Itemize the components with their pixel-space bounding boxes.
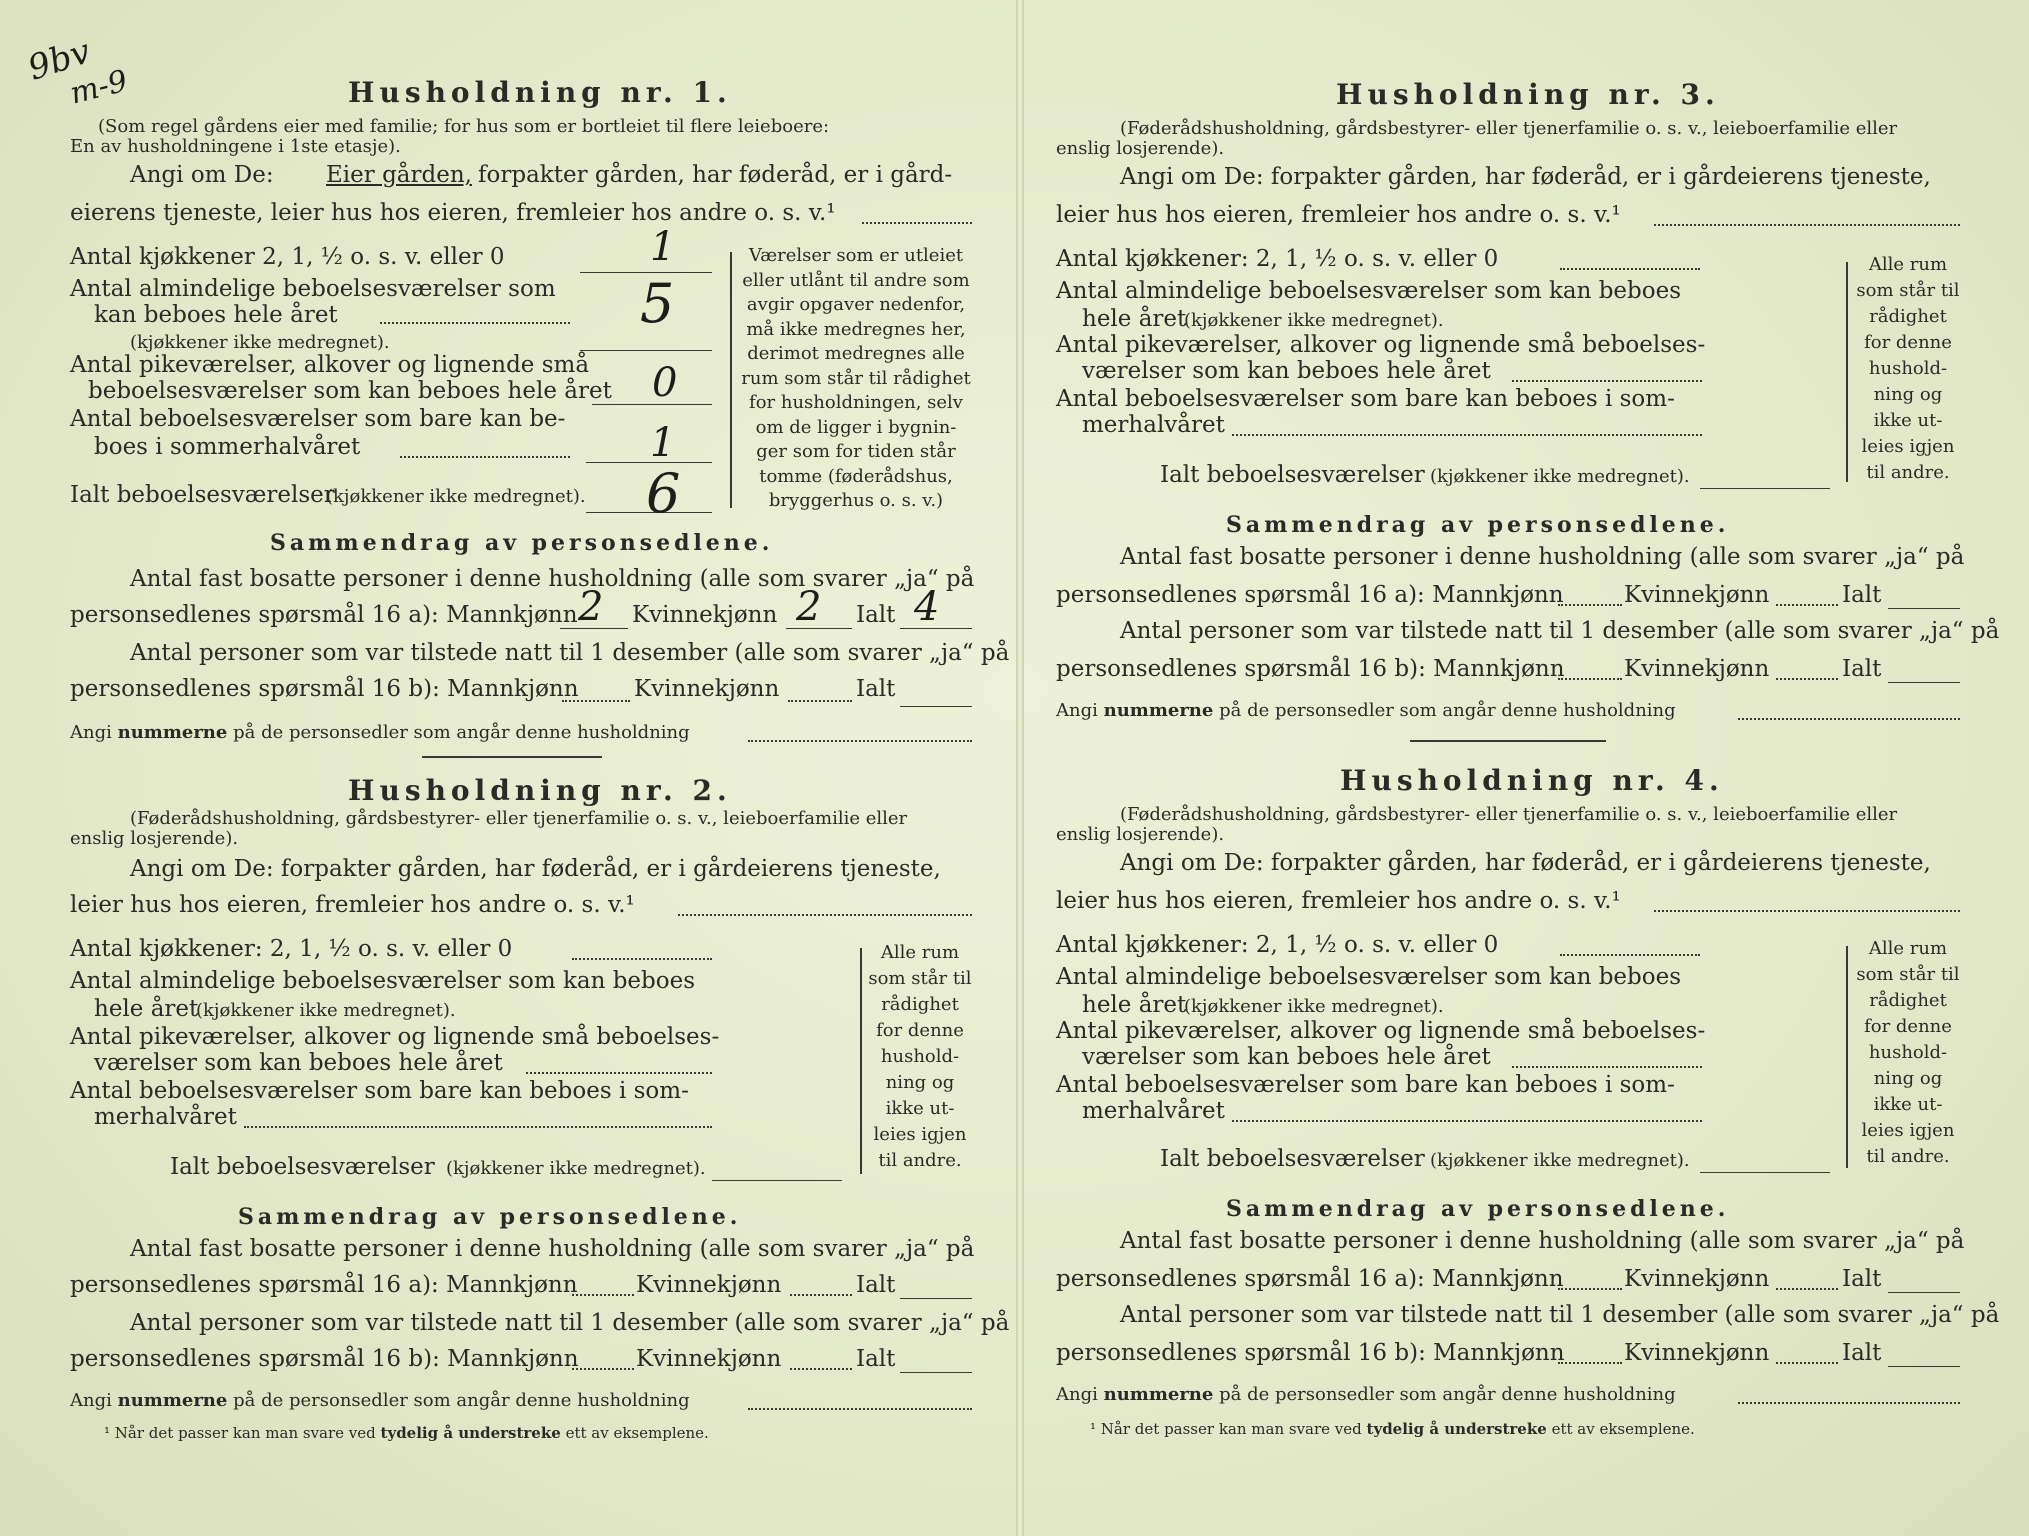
h1-fast-kv-label: Kvinnekjønn xyxy=(632,602,778,628)
h3-nummer-label: Angi nummerne på de personsedler som angår denne husholdning xyxy=(1056,700,1676,721)
corner-pencil-note: 9bv xyxy=(23,31,96,89)
h4-fast-m-line xyxy=(1558,1288,1622,1290)
h4-total-note: (kjøkkener ikke medregnet). xyxy=(1430,1150,1690,1171)
h2-fast-ialt-label: Ialt xyxy=(856,1272,896,1298)
h1-fast-m-value: 2 xyxy=(578,584,604,630)
h4-summer-dots xyxy=(1232,1120,1702,1122)
h3-summer-dots xyxy=(1232,434,1702,436)
h3-fast-ialt-label: Ialt xyxy=(1842,582,1882,608)
h2-angi-text: Angi om De: forpakter gården, har føderåd, er i gårdeierens tjeneste, xyxy=(130,856,941,882)
h4-angi-line xyxy=(1654,910,1960,912)
h1-side-note-line: ger som for tiden står xyxy=(756,441,956,462)
h4-side-note-line: til andre. xyxy=(1866,1146,1950,1167)
h1-side-note-line: om de ligger i bygnin- xyxy=(755,416,957,438)
h1-nummer-label: Angi nummerne på de personsedler som angår denne husholdning xyxy=(70,722,690,743)
h3-side-note-line: som står til xyxy=(1856,280,1960,301)
h2-side-note-line: Alle rum xyxy=(880,942,960,963)
h1-fast-text-2: personsedlenes spørsmål 16 a): Mannkjønn xyxy=(70,602,578,628)
h3-kitchens-label: Antal kjøkkener: 2, 1, ½ o. s. v. eller 0 xyxy=(1056,246,1499,272)
h2-tilstede-m-line xyxy=(572,1368,634,1370)
h3-side-note-line: leies igjen xyxy=(1861,436,1955,457)
h1-rooms-label-2: kan beboes hele året xyxy=(94,302,338,328)
h2-total-label: Ialt beboelsesværelser xyxy=(170,1154,435,1180)
household-2-title: Husholdning nr. 2. xyxy=(348,774,732,807)
h1-side-note-line: avgir opgaver nedenfor, xyxy=(746,294,966,315)
h3-angi-line xyxy=(1654,224,1960,226)
h3-separator xyxy=(1410,740,1606,742)
h2-tilstede-text-2: personsedlenes spørsmål 16 b): Mannkjønn xyxy=(70,1346,579,1372)
h2-fast-ialt-line xyxy=(900,1298,972,1299)
h1-summer-label: Antal beboelsesværelser som bare kan be- xyxy=(70,406,566,432)
h1-side-note-line: tomme (føderådshus, xyxy=(759,465,953,487)
h4-side-note-line: ning og xyxy=(1873,1068,1943,1089)
h3-summer-label: Antal beboelsesværelser som bare kan beboes i som- xyxy=(1056,386,1675,412)
h1-rooms-label: Antal almindelige beboelsesværelser som xyxy=(70,276,556,302)
h3-tilstede-kv-line xyxy=(1776,678,1838,680)
h4-tilstede-text: Antal personer som var tilstede natt til 1 desember (alle som svarer „ja“ på xyxy=(1120,1302,2000,1328)
h4-tilstede-kv-label: Kvinnekjønn xyxy=(1624,1340,1770,1366)
h4-tilstede-text-2: personsedlenes spørsmål 16 b): Mannkjønn xyxy=(1056,1340,1565,1366)
h1-tilstede-ialt-line xyxy=(900,706,972,707)
h4-side-note-line: hushold- xyxy=(1868,1042,1948,1063)
h3-fast-m-line xyxy=(1558,604,1622,606)
household-3-note: (Føderådshusholdning, gårdsbestyrer- eller tjenerfamilie o. s. v., leieboerfamilie eller xyxy=(1120,118,1898,139)
h4-kitchens-dots xyxy=(1560,954,1700,956)
h1-side-note xyxy=(736,244,976,514)
h1-side-note-line: bryggerhus o. s. v.) xyxy=(768,490,944,511)
h3-side-note xyxy=(1848,252,1968,486)
h1-rooms-line xyxy=(580,350,712,351)
h3-fast-ialt-line xyxy=(1888,608,1960,609)
h4-summer-label: Antal beboelsesværelser som bare kan beboes i som- xyxy=(1056,1072,1675,1098)
h3-tilstede-ialt-line xyxy=(1888,682,1960,683)
h2-tilstede-ialt-line xyxy=(900,1372,972,1373)
h1-small-label-2: beboelsesværelser som kan beboes hele året xyxy=(88,378,612,404)
household-4-title: Husholdning nr. 4. xyxy=(1340,764,1724,797)
h1-summer-value: 1 xyxy=(650,420,676,466)
h3-total-label: Ialt beboelsesværelser xyxy=(1160,462,1425,488)
h2-fast-text-2: personsedlenes spørsmål 16 a): Mannkjønn xyxy=(70,1272,578,1298)
h1-angi-line xyxy=(862,222,972,224)
h2-side-note-line: leies igjen xyxy=(873,1124,967,1145)
h2-angi-text-2: leier hus hos eieren, fremleier hos andre o. s. v.¹ xyxy=(70,892,635,918)
h3-tilstede-m-line xyxy=(1558,678,1622,680)
h1-total-value: 6 xyxy=(646,462,681,525)
household-4-note: (Føderådshusholdning, gårdsbestyrer- eller tjenerfamilie o. s. v., leieboerfamilie eller xyxy=(1120,804,1898,825)
h4-side-note-line: rådighet xyxy=(1869,990,1947,1011)
h4-total-line xyxy=(1700,1172,1830,1173)
h4-side-note xyxy=(1848,936,1968,1170)
h4-fast-ialt-label: Ialt xyxy=(1842,1266,1882,1292)
h2-summary-title: Sammendrag av personsedlene. xyxy=(238,1204,742,1230)
h2-summer-label: Antal beboelsesværelser som bare kan beboes i som- xyxy=(70,1078,689,1104)
h2-side-note-line: for denne xyxy=(876,1020,964,1041)
h4-small-label: Antal pikeværelser, alkover og lignende små beboelses- xyxy=(1056,1018,1706,1044)
h2-tilstede-ialt-label: Ialt xyxy=(856,1346,896,1372)
h4-fast-ialt-line xyxy=(1888,1292,1960,1293)
h1-summer-label-2: boes i sommerhalvåret xyxy=(94,434,361,460)
h2-summer-dots xyxy=(244,1126,712,1128)
h2-kitchens-dots xyxy=(572,958,712,960)
h3-summary-title: Sammendrag av personsedlene. xyxy=(1226,512,1730,538)
h3-fast-kv-line xyxy=(1776,604,1838,606)
h4-fast-kv-label: Kvinnekjønn xyxy=(1624,1266,1770,1292)
h4-nummer-line xyxy=(1738,1402,1960,1404)
h3-small-label-2: værelser som kan beboes hele året xyxy=(1082,358,1491,384)
h3-tilstede-ialt-label: Ialt xyxy=(1842,656,1882,682)
h1-nummer-line xyxy=(748,740,972,742)
h1-side-note-line: må ikke medregnes her, xyxy=(746,318,966,340)
h3-summer-label-2: merhalvåret xyxy=(1082,412,1225,438)
h1-rooms-dots xyxy=(380,322,570,324)
household-1-title: Husholdning nr. 1. xyxy=(348,76,732,109)
h1-fast-ialt-value: 4 xyxy=(914,584,940,630)
h2-fast-m-line xyxy=(572,1294,634,1296)
h3-small-dots xyxy=(1512,380,1702,382)
h2-nummer-line xyxy=(748,1408,972,1410)
h2-side-note xyxy=(862,940,978,1174)
h2-tilstede-kv-line xyxy=(790,1368,852,1370)
h2-side-note-line: hushold- xyxy=(880,1046,960,1067)
h3-nummer-line xyxy=(1738,718,1960,720)
h4-small-label-2: værelser som kan beboes hele året xyxy=(1082,1044,1491,1070)
h3-angi-text: Angi om De: forpakter gården, har føderåd, er i gårdeierens tjeneste, xyxy=(1120,164,1931,190)
h1-tilstede-ialt-label: Ialt xyxy=(856,676,896,702)
h1-small-label: Antal pikeværelser, alkover og lignende små xyxy=(70,352,590,378)
h2-footnote: ¹ Når det passer kan man svare ved tydelig å understreke ett av eksemplene. xyxy=(104,1424,709,1442)
h4-footnote: ¹ Når det passer kan man svare ved tydelig å understreke ett av eksemplene. xyxy=(1090,1420,1695,1438)
h4-summary-title: Sammendrag av personsedlene. xyxy=(1226,1196,1730,1222)
h2-rooms-label-2: hele året xyxy=(94,996,199,1022)
h3-total-line xyxy=(1700,488,1830,489)
h4-side-note-line: som står til xyxy=(1856,964,1960,985)
h1-summary-title: Sammendrag av personsedlene. xyxy=(270,530,774,556)
h1-angi-label: Angi om De: xyxy=(130,162,274,188)
h1-angi-text: forpakter gården, har føderåd, er i gård- xyxy=(478,162,953,188)
h4-tilstede-kv-line xyxy=(1776,1362,1838,1364)
h4-tilstede-ialt-label: Ialt xyxy=(1842,1340,1882,1366)
h4-total-label: Ialt beboelsesværelser xyxy=(1160,1146,1425,1172)
h2-fast-kv-label: Kvinnekjønn xyxy=(636,1272,782,1298)
h4-fast-text: Antal fast bosatte personer i denne husholdning (alle som svarer „ja“ på xyxy=(1120,1228,1965,1254)
household-3-title: Husholdning nr. 3. xyxy=(1336,78,1720,111)
h1-side-note-line: eller utlånt til andre som xyxy=(742,269,970,291)
h1-separator xyxy=(422,756,602,758)
h2-side-note-line: rådighet xyxy=(881,994,959,1015)
h1-tilstede-kv-label: Kvinnekjønn xyxy=(634,676,780,702)
h3-side-note-line: til andre. xyxy=(1866,462,1950,483)
h3-rooms-label-2: hele året xyxy=(1082,306,1187,332)
h3-fast-text: Antal fast bosatte personer i denne husholdning (alle som svarer „ja“ på xyxy=(1120,544,1965,570)
h1-brace xyxy=(730,252,732,508)
h2-tilstede-kv-label: Kvinnekjønn xyxy=(636,1346,782,1372)
h1-tilstede-kv-line xyxy=(788,700,852,702)
household-1-note-2: En av husholdningene i 1ste etasje). xyxy=(70,136,401,157)
h2-nummer-label: Angi nummerne på de personsedler som angår denne husholdning xyxy=(70,1390,690,1411)
h3-rooms-note: (kjøkkener ikke medregnet). xyxy=(1184,310,1444,331)
h4-side-note-line: Alle rum xyxy=(1868,938,1948,959)
h4-side-note-line: ikke ut- xyxy=(1873,1094,1943,1115)
h2-side-note-line: ning og xyxy=(885,1072,955,1093)
h4-small-dots xyxy=(1512,1066,1702,1068)
h1-kitchens-value: 1 xyxy=(650,224,676,270)
h4-rooms-note: (kjøkkener ikke medregnet). xyxy=(1184,996,1444,1017)
h2-fast-kv-line xyxy=(790,1294,852,1296)
household-2-note-2: enslig losjerende). xyxy=(70,828,239,849)
h4-tilstede-m-line xyxy=(1558,1362,1622,1364)
h1-tilstede-text: Antal personer som var tilstede natt til 1 desember (alle som svarer „ja“ på xyxy=(130,640,1010,666)
h2-tilstede-text: Antal personer som var tilstede natt til 1 desember (alle som svarer „ja“ på xyxy=(130,1310,1010,1336)
h2-small-label-2: værelser som kan beboes hele året xyxy=(94,1050,503,1076)
h4-fast-text-2: personsedlenes spørsmål 16 a): Mannkjønn xyxy=(1056,1266,1564,1292)
h3-side-note-line: ikke ut- xyxy=(1873,410,1943,431)
h3-side-note-line: for denne xyxy=(1864,332,1952,353)
h1-tilstede-m-line xyxy=(562,700,630,702)
h4-summer-label-2: merhalvåret xyxy=(1082,1098,1225,1124)
h1-rooms-value: 5 xyxy=(640,272,675,335)
h1-side-note-line: for husholdningen, selv xyxy=(749,392,963,413)
h4-side-note-line: for denne xyxy=(1864,1016,1952,1037)
household-1-note: (Som regel gårdens eier med familie; for hus som er bortleiet til flere leieboere: xyxy=(98,116,830,137)
h4-rooms-label: Antal almindelige beboelsesværelser som kan beboes xyxy=(1056,964,1682,990)
h3-fast-text-2: personsedlenes spørsmål 16 a): Mannkjønn xyxy=(1056,582,1564,608)
h4-rooms-label-2: hele året xyxy=(1082,992,1187,1018)
h3-tilstede-text: Antal personer som var tilstede natt til 1 desember (alle som svarer „ja“ på xyxy=(1120,618,2000,644)
h1-fast-ialt-label: Ialt xyxy=(856,602,896,628)
h2-side-note-line: til andre. xyxy=(878,1150,962,1171)
h4-tilstede-ialt-line xyxy=(1888,1366,1960,1367)
h1-kitchens-label: Antal kjøkkener 2, 1, ½ o. s. v. eller 0 xyxy=(70,244,505,270)
h2-total-line xyxy=(712,1180,842,1181)
h1-side-note-line: rum som står til rådighet xyxy=(741,367,971,389)
h3-side-note-line: rådighet xyxy=(1869,306,1947,327)
h3-total-note: (kjøkkener ikke medregnet). xyxy=(1430,466,1690,487)
h2-fast-text: Antal fast bosatte personer i denne husholdning (alle som svarer „ja“ på xyxy=(130,1236,975,1262)
h1-total-label: Ialt beboelsesværelser xyxy=(70,482,335,508)
h1-summer-dots xyxy=(400,456,570,458)
household-4-note-2: enslig losjerende). xyxy=(1056,824,1225,845)
h3-side-note-line: hushold- xyxy=(1868,358,1948,379)
h2-small-label: Antal pikeværelser, alkover og lignende små beboelses- xyxy=(70,1024,720,1050)
h3-kitchens-dots xyxy=(1560,268,1700,270)
h4-side-note-line: leies igjen xyxy=(1861,1120,1955,1141)
page-fold xyxy=(1016,0,1024,1536)
h2-side-note-line: som står til xyxy=(868,968,972,989)
h2-summer-label-2: merhalvåret xyxy=(94,1104,237,1130)
h1-side-note-line: Værelser som er utleiet xyxy=(748,245,964,266)
h2-side-note-line: ikke ut- xyxy=(885,1098,955,1119)
h3-angi-text-2: leier hus hos eieren, fremleier hos andre o. s. v.¹ xyxy=(1056,202,1621,228)
household-3-note-2: enslig losjerende). xyxy=(1056,138,1225,159)
h1-angi-text-2: eierens tjeneste, leier hus hos eieren, fremleier hos andre o. s. v.¹ xyxy=(70,200,836,226)
household-2-note: (Føderådshusholdning, gårdsbestyrer- eller tjenerfamilie o. s. v., leieboerfamilie eller xyxy=(130,808,908,829)
h3-fast-kv-label: Kvinnekjønn xyxy=(1624,582,1770,608)
h1-eier-underlined: Eier gården, xyxy=(326,162,472,188)
h1-small-value: 0 xyxy=(652,360,678,406)
h2-total-note: (kjøkkener ikke medregnet). xyxy=(446,1158,706,1179)
h3-tilstede-text-2: personsedlenes spørsmål 16 b): Mannkjønn xyxy=(1056,656,1565,682)
h2-kitchens-label: Antal kjøkkener: 2, 1, ½ o. s. v. eller 0 xyxy=(70,936,513,962)
h4-angi-text-2: leier hus hos eieren, fremleier hos andre o. s. v.¹ xyxy=(1056,888,1621,914)
h2-rooms-note: (kjøkkener ikke medregnet). xyxy=(196,1000,456,1021)
h4-angi-text: Angi om De: forpakter gården, har føderåd, er i gårdeierens tjeneste, xyxy=(1120,850,1931,876)
h3-rooms-label: Antal almindelige beboelsesværelser som kan beboes xyxy=(1056,278,1682,304)
h3-side-note-line: ning og xyxy=(1873,384,1943,405)
h4-kitchens-label: Antal kjøkkener: 2, 1, ½ o. s. v. eller 0 xyxy=(1056,932,1499,958)
h4-fast-kv-line xyxy=(1776,1288,1838,1290)
h1-total-note: (kjøkkener ikke medregnet). xyxy=(326,486,586,507)
h1-rooms-note: (kjøkkener ikke medregnet). xyxy=(130,332,390,353)
h2-small-dots xyxy=(526,1072,712,1074)
h3-side-note-line: Alle rum xyxy=(1868,254,1948,275)
h2-rooms-label: Antal almindelige beboelsesværelser som kan beboes xyxy=(70,968,696,994)
h1-tilstede-text-2: personsedlenes spørsmål 16 b): Mannkjønn xyxy=(70,676,579,702)
h3-small-label: Antal pikeværelser, alkover og lignende små beboelses- xyxy=(1056,332,1706,358)
h2-angi-line xyxy=(678,914,972,916)
h1-fast-kv-value: 2 xyxy=(796,584,822,630)
corner-pencil-note-2: m-9 xyxy=(66,63,132,112)
h1-fast-text: Antal fast bosatte personer i denne husholdning (alle som svarer „ja“ på xyxy=(130,566,975,592)
h1-side-note-line: derimot medregnes alle xyxy=(747,343,965,364)
h4-nummer-label: Angi nummerne på de personsedler som angår denne husholdning xyxy=(1056,1384,1676,1405)
h3-tilstede-kv-label: Kvinnekjønn xyxy=(1624,656,1770,682)
